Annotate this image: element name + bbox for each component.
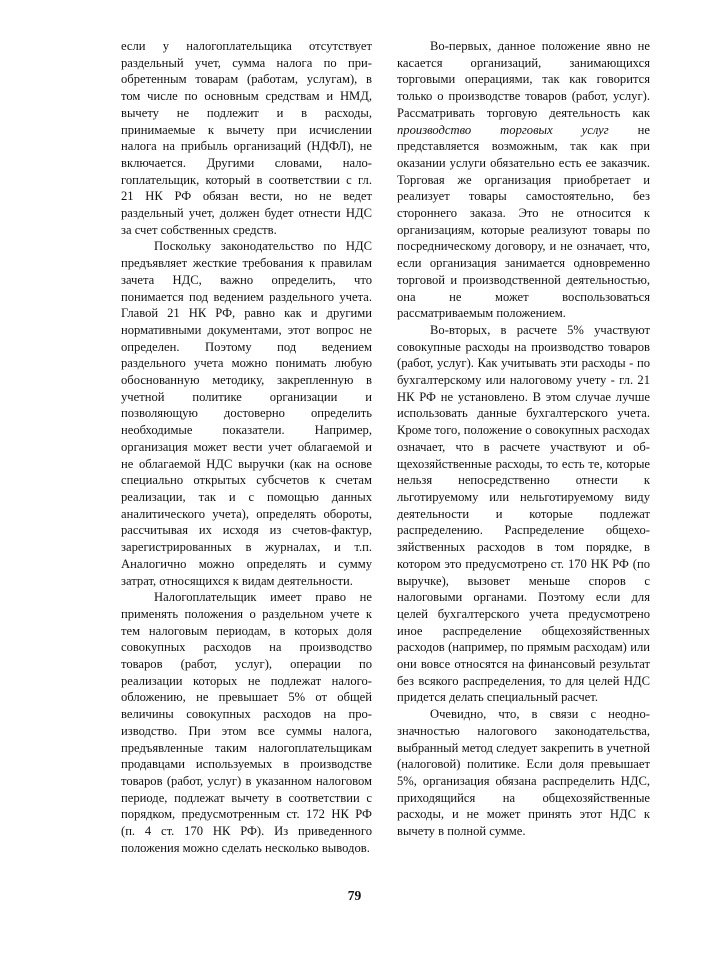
paragraph: Поскольку законодательство по НДС предъявляет жесткие требования к правилам зачета НДС, важно определить, что понимается под ведением раздельного учета. Главой 21 НК РФ, равно как и другими нормативными документами, этот вопрос не определен. Поэтому под ведением раздельного учета можно понимать любую обоснованную методику, закрепленную в учетной политике организации и позволяющую достоверно определить необходимые показатели. Например, организация может вести учет облагаемой и не облагаемой НДС выручки (как на основе специально открытых субсчетов к счетам реализации, так и с помощью данных аналитического учета), определять обороты, рассчитывая их исходя из счетов-фактур, зарегистрированных в журналах, и т.п. Аналогично можно определять и сумму затрат, относящихся к видам деятельности. [121, 239, 372, 588]
paragraph: Налогоплательщик имеет право не применять положения о раздельном учете к тем налоговым периодам, в которых доля совокупных расходов на производство товаров (работ, услуг), операции по реализации которых не подлежат налогообложению, не превышает 5% от общей величины совокупных расходов на производство. При этом все суммы налога, предъявленные таким налогоплательщикам продавцами используемых в производстве товаров (работ, услуг) в указанном налоговом периоде, подлежат вычету в соответствии с порядком, предусмотренным ст. 172 НК РФ (п. 4 ст. 170 НК РФ). Из приведенного положения можно сделать несколько выводов. [121, 590, 372, 855]
paragraph-text: не представляется возможным, так как при оказании услуги обязательно есть ее заказчик. Торговая же организация приобретает и реализует товары самостоятельно, без стороннего заказа. Это не относится к организациям, которые реализуют товары по посредническому договору, и не означает, что, если организация занимается одновременно торговой и производственной деятельностью, она не может воспользоваться рассматриваемым положением. [397, 122, 650, 321]
left-text-column [121, 38, 372, 856]
paragraph-text: Во-первых, данное положение явно не касается организаций, занимающихся торговыми операциями, так как говорится только о производстве товаров (работ, услуг). Рассматривать торговую деятельность как [397, 39, 650, 120]
paragraph [397, 38, 650, 322]
italic-emphasis: производство торговых услуг [397, 122, 609, 137]
page-number: 79 [347, 888, 362, 903]
paragraph: Во-вторых, в расчете 5% участвуют совокупные расходы на производство товаров (работ, услуг). Как учитывать эти расходы - по бухгалтерскому или налоговому учету - гл. 21 НК РФ не установлено. В этом случае лучше использовать данные бухгалтерского учета. Кроме того, положение о совокупных расходах означает, что в расчете участвуют и общехозяйственные расходы, то есть те, которые нельзя непосредственно отнести к льготируемому или нельготируемому виду деятельности и которые подлежат распределению. Распределение общехозяйственных расходов в том порядке, в котором это предусмотрено ст. 170 НК РФ (по выручке), вызовет меньше споров с налоговыми органами. Поэтому если для целей бухгалтерского учета предусмотрено иное распределение общехозяйственных расходов (например, по прямым расходам) или они вовсе относятся на финансовый результат без всякого распределения, то для целей НДС придется делать специальный расчет. [397, 322, 650, 705]
paragraph: Очевидно, что, в связи с неоднозначностью налогового законодательства, выбранный метод следует закрепить в учетной (налоговой) политике. Если доля превышает 5%, организация обязана распределить НДС, приходящийся на общехозяйственные расходы, и не может принять этот НДС к вычету в полной сумме. [397, 707, 650, 839]
right-text-column [397, 38, 650, 840]
paragraph: если у налогоплательщика отсутствует раздельный учет, сумма налога по приобретенным товарам (работам, услугам), в том числе по основным средствам и НМД, вычету не подлежит и в расходы, принимаемые к вычету при исчислении налога на прибыль организаций (НДФЛ), не включается. Другими словами, налогоплательщик, который в соответствии с гл. 21 НК РФ обязан вести, но не ведет раздельный учет, должен будет отнести НДС за счет собственных средств. [121, 39, 372, 237]
